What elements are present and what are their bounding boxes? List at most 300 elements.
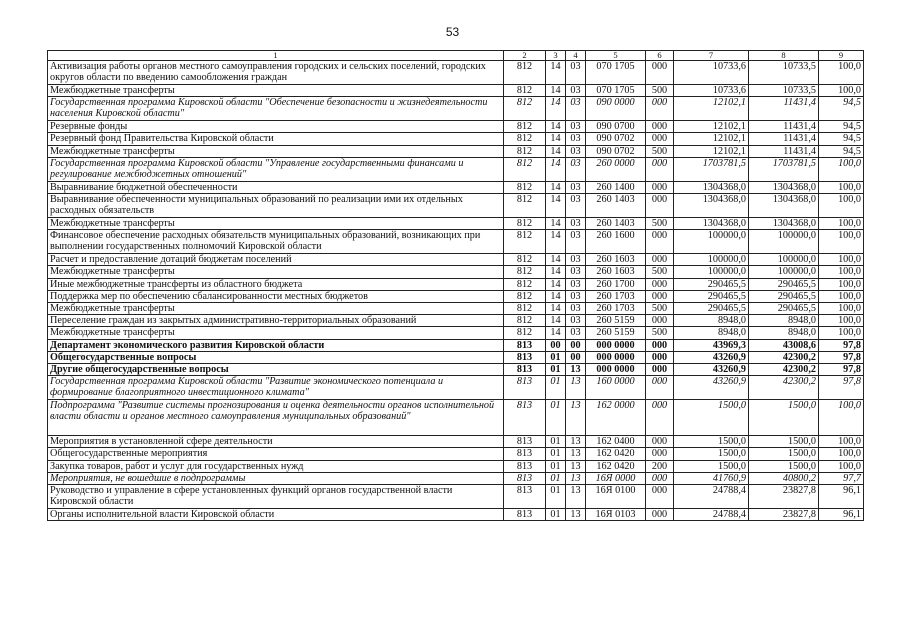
cell-admin-code: 812	[504, 218, 546, 230]
header-row	[48, 51, 864, 61]
cell-admin-code: 812	[504, 121, 546, 133]
cell-expense-type: 500	[646, 266, 674, 278]
cell-percent: 100,0	[819, 157, 864, 181]
table-row	[48, 364, 864, 376]
cell-admin-code: 812	[504, 85, 546, 97]
cell-target-article: 000 0000	[586, 351, 646, 363]
cell-name: Государственная программа Кировской области "Управление государственными финансами и регулирование межбюджетных отношений"	[48, 157, 504, 181]
cell-executed: 43008,6	[749, 339, 819, 351]
table-row	[48, 472, 864, 484]
cell-target-article: 260 0000	[586, 157, 646, 181]
cell-target-article: 260 5159	[586, 327, 646, 339]
table-row	[48, 181, 864, 193]
cell-percent: 100,0	[819, 194, 864, 218]
cell-percent: 97,8	[819, 339, 864, 351]
cell-name: Поддержка мер по обеспечению сбалансированности местных бюджетов	[48, 290, 504, 302]
cell-name: Расчет и предоставление дотаций бюджетам поселений	[48, 254, 504, 266]
cell-subsection: 03	[566, 97, 586, 121]
cell-name: Межбюджетные трансферты	[48, 218, 504, 230]
cell-executed: 290465,5	[749, 290, 819, 302]
cell-target-article: 16Я 0000	[586, 472, 646, 484]
cell-planned: 8948,0	[674, 327, 749, 339]
cell-subsection: 13	[566, 436, 586, 448]
cell-target-article: 260 1703	[586, 290, 646, 302]
cell-admin-code: 812	[504, 97, 546, 121]
cell-executed: 1500,0	[749, 460, 819, 472]
cell-expense-type: 000	[646, 181, 674, 193]
cell-planned: 43260,9	[674, 376, 749, 400]
cell-name: Общегосударственные мероприятия	[48, 448, 504, 460]
cell-planned: 8948,0	[674, 315, 749, 327]
cell-planned: 1304368,0	[674, 194, 749, 218]
cell-subsection: 03	[566, 121, 586, 133]
cell-planned: 100000,0	[674, 230, 749, 254]
cell-executed: 100000,0	[749, 230, 819, 254]
table-row	[48, 315, 864, 327]
cell-expense-type: 500	[646, 145, 674, 157]
cell-target-article: 16Я 0100	[586, 485, 646, 509]
cell-subsection: 13	[566, 472, 586, 484]
cell-expense-type: 000	[646, 472, 674, 484]
cell-section: 14	[546, 121, 566, 133]
cell-subsection: 03	[566, 61, 586, 85]
cell-percent: 96,1	[819, 509, 864, 521]
cell-admin-code: 812	[504, 278, 546, 290]
cell-subsection: 03	[566, 254, 586, 266]
cell-planned: 1500,0	[674, 400, 749, 436]
cell-expense-type: 000	[646, 351, 674, 363]
cell-name: Общегосударственные вопросы	[48, 351, 504, 363]
cell-section: 01	[546, 364, 566, 376]
cell-name: Активизация работы органов местного самоуправления городских и сельских поселений, городских округов области по введению самообложения граждан	[48, 61, 504, 85]
cell-admin-code: 813	[504, 509, 546, 521]
cell-percent: 100,0	[819, 400, 864, 436]
cell-planned: 12102,1	[674, 133, 749, 145]
page-number: 53	[445, 25, 460, 39]
cell-executed: 8948,0	[749, 327, 819, 339]
cell-subsection: 03	[566, 157, 586, 181]
col-header-2: 2	[504, 51, 546, 61]
cell-target-article: 090 0000	[586, 97, 646, 121]
cell-admin-code: 812	[504, 254, 546, 266]
cell-executed: 10733,5	[749, 85, 819, 97]
cell-executed: 42300,2	[749, 351, 819, 363]
cell-subsection: 13	[566, 448, 586, 460]
cell-section: 14	[546, 327, 566, 339]
cell-executed: 11431,4	[749, 97, 819, 121]
cell-name: Закупка товаров, работ и услуг для государственных нужд	[48, 460, 504, 472]
cell-section: 01	[546, 400, 566, 436]
col-header-1: 1	[48, 51, 504, 61]
cell-admin-code: 812	[504, 181, 546, 193]
cell-executed: 42300,2	[749, 364, 819, 376]
cell-percent: 100,0	[819, 278, 864, 290]
cell-subsection: 03	[566, 266, 586, 278]
table-row	[48, 448, 864, 460]
cell-planned: 43260,9	[674, 351, 749, 363]
cell-subsection: 03	[566, 181, 586, 193]
cell-target-article: 260 1403	[586, 218, 646, 230]
cell-percent: 97,7	[819, 472, 864, 484]
table-row	[48, 303, 864, 315]
cell-target-article: 162 0400	[586, 436, 646, 448]
table-row	[48, 278, 864, 290]
cell-target-article: 162 0420	[586, 448, 646, 460]
cell-executed: 1500,0	[749, 448, 819, 460]
cell-percent: 100,0	[819, 181, 864, 193]
cell-admin-code: 812	[504, 315, 546, 327]
cell-section: 01	[546, 448, 566, 460]
cell-subsection: 03	[566, 194, 586, 218]
table-row	[48, 85, 864, 97]
cell-admin-code: 812	[504, 290, 546, 302]
cell-section: 01	[546, 436, 566, 448]
cell-section: 14	[546, 278, 566, 290]
cell-expense-type: 000	[646, 278, 674, 290]
cell-percent: 100,0	[819, 254, 864, 266]
cell-percent: 100,0	[819, 85, 864, 97]
col-header-6: 6	[646, 51, 674, 61]
cell-admin-code: 812	[504, 61, 546, 85]
cell-section: 14	[546, 61, 566, 85]
cell-name: Департамент экономического развития Кировской области	[48, 339, 504, 351]
cell-planned: 290465,5	[674, 290, 749, 302]
cell-name: Государственная программа Кировской области "Обеспечение безопасности и жизнедеятельности населения Кировской области"	[48, 97, 504, 121]
col-header-7: 7	[674, 51, 749, 61]
cell-executed: 23827,8	[749, 485, 819, 509]
col-header-8: 8	[749, 51, 819, 61]
cell-subsection: 13	[566, 509, 586, 521]
cell-percent: 100,0	[819, 303, 864, 315]
cell-section: 01	[546, 509, 566, 521]
cell-executed: 1500,0	[749, 436, 819, 448]
cell-planned: 290465,5	[674, 303, 749, 315]
cell-expense-type: 500	[646, 85, 674, 97]
col-header-9: 9	[819, 51, 864, 61]
cell-section: 01	[546, 472, 566, 484]
cell-executed: 11431,4	[749, 145, 819, 157]
cell-planned: 1500,0	[674, 460, 749, 472]
cell-expense-type: 000	[646, 230, 674, 254]
cell-executed: 290465,5	[749, 303, 819, 315]
cell-section: 14	[546, 194, 566, 218]
cell-planned: 12102,1	[674, 97, 749, 121]
cell-percent: 100,0	[819, 315, 864, 327]
cell-target-article: 260 1603	[586, 254, 646, 266]
cell-expense-type: 000	[646, 339, 674, 351]
cell-percent: 94,5	[819, 97, 864, 121]
cell-expense-type: 000	[646, 194, 674, 218]
cell-section: 14	[546, 133, 566, 145]
cell-planned: 12102,1	[674, 145, 749, 157]
cell-percent: 94,5	[819, 133, 864, 145]
cell-name: Финансовое обеспечение расходных обязательств муниципальных образований, возникающих при выполнении государственных полномочий Кировской области	[48, 230, 504, 254]
cell-expense-type: 000	[646, 400, 674, 436]
cell-planned: 43969,3	[674, 339, 749, 351]
cell-admin-code: 812	[504, 327, 546, 339]
cell-admin-code: 812	[504, 230, 546, 254]
cell-name: Органы исполнительной власти Кировской области	[48, 509, 504, 521]
cell-percent: 100,0	[819, 218, 864, 230]
cell-subsection: 00	[566, 339, 586, 351]
table-row	[48, 254, 864, 266]
cell-target-article: 070 1705	[586, 85, 646, 97]
cell-admin-code: 813	[504, 485, 546, 509]
cell-target-article: 090 0702	[586, 145, 646, 157]
cell-percent: 100,0	[819, 290, 864, 302]
cell-target-article: 16Я 0103	[586, 509, 646, 521]
cell-section: 14	[546, 315, 566, 327]
table-row	[48, 290, 864, 302]
cell-percent: 100,0	[819, 448, 864, 460]
cell-subsection: 03	[566, 230, 586, 254]
cell-admin-code: 813	[504, 351, 546, 363]
cell-executed: 40800,2	[749, 472, 819, 484]
cell-executed: 11431,4	[749, 133, 819, 145]
cell-target-article: 160 0000	[586, 376, 646, 400]
cell-expense-type: 000	[646, 448, 674, 460]
cell-planned: 43260,9	[674, 364, 749, 376]
cell-percent: 100,0	[819, 266, 864, 278]
cell-planned: 12102,1	[674, 121, 749, 133]
cell-target-article: 090 0702	[586, 133, 646, 145]
cell-subsection: 13	[566, 364, 586, 376]
cell-expense-type: 000	[646, 121, 674, 133]
cell-subsection: 03	[566, 278, 586, 290]
cell-percent: 100,0	[819, 436, 864, 448]
cell-admin-code: 813	[504, 364, 546, 376]
cell-admin-code: 812	[504, 194, 546, 218]
cell-target-article: 260 1403	[586, 194, 646, 218]
cell-section: 14	[546, 85, 566, 97]
col-header-3: 3	[546, 51, 566, 61]
cell-expense-type: 200	[646, 460, 674, 472]
col-header-4: 4	[566, 51, 586, 61]
cell-planned: 100000,0	[674, 254, 749, 266]
cell-name: Руководство и управление в сфере установленных функций органов государственной власти Кировской области	[48, 485, 504, 509]
cell-expense-type: 000	[646, 485, 674, 509]
cell-planned: 24788,4	[674, 485, 749, 509]
cell-planned: 1500,0	[674, 436, 749, 448]
cell-name: Резервные фонды	[48, 121, 504, 133]
cell-expense-type: 000	[646, 290, 674, 302]
cell-executed: 1304368,0	[749, 194, 819, 218]
cell-target-article: 000 0000	[586, 364, 646, 376]
cell-section: 01	[546, 376, 566, 400]
cell-expense-type: 000	[646, 133, 674, 145]
cell-target-article: 260 1603	[586, 266, 646, 278]
cell-section: 14	[546, 254, 566, 266]
cell-subsection: 13	[566, 376, 586, 400]
cell-admin-code: 813	[504, 472, 546, 484]
cell-admin-code: 812	[504, 157, 546, 181]
cell-section: 14	[546, 266, 566, 278]
cell-section: 14	[546, 157, 566, 181]
cell-planned: 290465,5	[674, 278, 749, 290]
table-row	[48, 351, 864, 363]
cell-target-article: 162 0420	[586, 460, 646, 472]
cell-admin-code: 812	[504, 133, 546, 145]
cell-executed: 8948,0	[749, 315, 819, 327]
cell-section: 14	[546, 145, 566, 157]
table-row	[48, 266, 864, 278]
cell-admin-code: 812	[504, 303, 546, 315]
cell-target-article: 070 1705	[586, 61, 646, 85]
cell-section: 14	[546, 303, 566, 315]
cell-executed: 1304368,0	[749, 181, 819, 193]
cell-section: 00	[546, 339, 566, 351]
cell-admin-code: 812	[504, 145, 546, 157]
cell-name: Межбюджетные трансферты	[48, 266, 504, 278]
cell-subsection: 03	[566, 303, 586, 315]
cell-percent: 97,8	[819, 351, 864, 363]
cell-name: Межбюджетные трансферты	[48, 85, 504, 97]
cell-executed: 1500,0	[749, 400, 819, 436]
table-row	[48, 133, 864, 145]
cell-planned: 24788,4	[674, 509, 749, 521]
cell-executed: 23827,8	[749, 509, 819, 521]
budget-table	[47, 50, 864, 521]
cell-executed: 1703781,5	[749, 157, 819, 181]
cell-expense-type: 500	[646, 303, 674, 315]
cell-expense-type: 000	[646, 254, 674, 266]
table-row	[48, 327, 864, 339]
cell-subsection: 13	[566, 400, 586, 436]
table-body	[48, 61, 864, 521]
cell-subsection: 03	[566, 290, 586, 302]
cell-name: Межбюджетные трансферты	[48, 327, 504, 339]
cell-planned: 1304368,0	[674, 181, 749, 193]
cell-name: Выравнивание бюджетной обеспеченности	[48, 181, 504, 193]
cell-expense-type: 000	[646, 509, 674, 521]
cell-percent: 97,8	[819, 364, 864, 376]
cell-name: Подпрограмма "Развитие системы прогнозирования и оценка деятельности органов исполнительной власти области и органов местного самоуправления муниципальных образований"	[48, 400, 504, 436]
table-row	[48, 400, 864, 436]
cell-subsection: 03	[566, 85, 586, 97]
cell-planned: 1703781,5	[674, 157, 749, 181]
cell-percent: 100,0	[819, 61, 864, 85]
cell-section: 14	[546, 181, 566, 193]
cell-name: Межбюджетные трансферты	[48, 303, 504, 315]
cell-percent: 96,1	[819, 485, 864, 509]
cell-section: 14	[546, 97, 566, 121]
cell-target-article: 000 0000	[586, 339, 646, 351]
cell-name: Иные межбюджетные трансферты из областного бюджета	[48, 278, 504, 290]
cell-admin-code: 813	[504, 376, 546, 400]
cell-target-article: 260 5159	[586, 315, 646, 327]
table-row	[48, 121, 864, 133]
table-row	[48, 230, 864, 254]
cell-expense-type: 000	[646, 376, 674, 400]
cell-target-article: 162 0000	[586, 400, 646, 436]
cell-name: Государственная программа Кировской области "Развитие экономического потенциала и формирование благоприятного инвестиционного климата"	[48, 376, 504, 400]
table-row	[48, 485, 864, 509]
cell-admin-code: 813	[504, 460, 546, 472]
cell-expense-type: 500	[646, 327, 674, 339]
cell-subsection: 13	[566, 460, 586, 472]
cell-subsection: 00	[566, 351, 586, 363]
cell-percent: 94,5	[819, 121, 864, 133]
cell-name: Мероприятия, не вошедшие в подпрограммы	[48, 472, 504, 484]
cell-target-article: 260 1700	[586, 278, 646, 290]
cell-admin-code: 812	[504, 266, 546, 278]
table-row	[48, 509, 864, 521]
cell-name: Другие общегосударственные вопросы	[48, 364, 504, 376]
cell-admin-code: 813	[504, 436, 546, 448]
table-row	[48, 97, 864, 121]
cell-subsection: 03	[566, 145, 586, 157]
cell-subsection: 03	[566, 218, 586, 230]
cell-admin-code: 813	[504, 339, 546, 351]
cell-section: 14	[546, 218, 566, 230]
cell-subsection: 03	[566, 133, 586, 145]
cell-target-article: 090 0700	[586, 121, 646, 133]
table-row	[48, 157, 864, 181]
cell-percent: 100,0	[819, 230, 864, 254]
table-row	[48, 339, 864, 351]
cell-executed: 11431,4	[749, 121, 819, 133]
cell-section: 01	[546, 485, 566, 509]
table-row	[48, 61, 864, 85]
cell-expense-type: 000	[646, 61, 674, 85]
cell-percent: 97,8	[819, 376, 864, 400]
cell-planned: 100000,0	[674, 266, 749, 278]
cell-name: Мероприятия в установленной сфере деятельности	[48, 436, 504, 448]
table-row	[48, 218, 864, 230]
cell-executed: 100000,0	[749, 266, 819, 278]
cell-expense-type: 000	[646, 315, 674, 327]
cell-expense-type: 500	[646, 218, 674, 230]
cell-name: Выравнивание обеспеченности муниципальных образований по реализации ими их отдельных расходных обязательств	[48, 194, 504, 218]
cell-expense-type: 000	[646, 97, 674, 121]
cell-executed: 10733,5	[749, 61, 819, 85]
cell-expense-type: 000	[646, 436, 674, 448]
cell-subsection: 13	[566, 485, 586, 509]
cell-expense-type: 000	[646, 157, 674, 181]
cell-percent: 94,5	[819, 145, 864, 157]
table-row	[48, 460, 864, 472]
cell-executed: 42300,2	[749, 376, 819, 400]
cell-expense-type: 000	[646, 364, 674, 376]
cell-executed: 100000,0	[749, 254, 819, 266]
cell-executed: 1304368,0	[749, 218, 819, 230]
cell-percent: 100,0	[819, 460, 864, 472]
cell-name: Резервный фонд Правительства Кировской области	[48, 133, 504, 145]
cell-admin-code: 813	[504, 448, 546, 460]
cell-planned: 1304368,0	[674, 218, 749, 230]
cell-planned: 10733,6	[674, 61, 749, 85]
cell-section: 14	[546, 230, 566, 254]
cell-percent: 100,0	[819, 327, 864, 339]
cell-section: 01	[546, 351, 566, 363]
cell-executed: 290465,5	[749, 278, 819, 290]
table-row	[48, 145, 864, 157]
cell-name: Межбюджетные трансферты	[48, 145, 504, 157]
table-row	[48, 194, 864, 218]
cell-planned: 41760,9	[674, 472, 749, 484]
cell-subsection: 03	[566, 315, 586, 327]
cell-planned: 10733,6	[674, 85, 749, 97]
cell-section: 14	[546, 290, 566, 302]
cell-target-article: 260 1400	[586, 181, 646, 193]
cell-planned: 1500,0	[674, 448, 749, 460]
cell-subsection: 03	[566, 327, 586, 339]
cell-target-article: 260 1600	[586, 230, 646, 254]
cell-target-article: 260 1703	[586, 303, 646, 315]
col-header-5: 5	[586, 51, 646, 61]
cell-section: 01	[546, 460, 566, 472]
table-row	[48, 376, 864, 400]
